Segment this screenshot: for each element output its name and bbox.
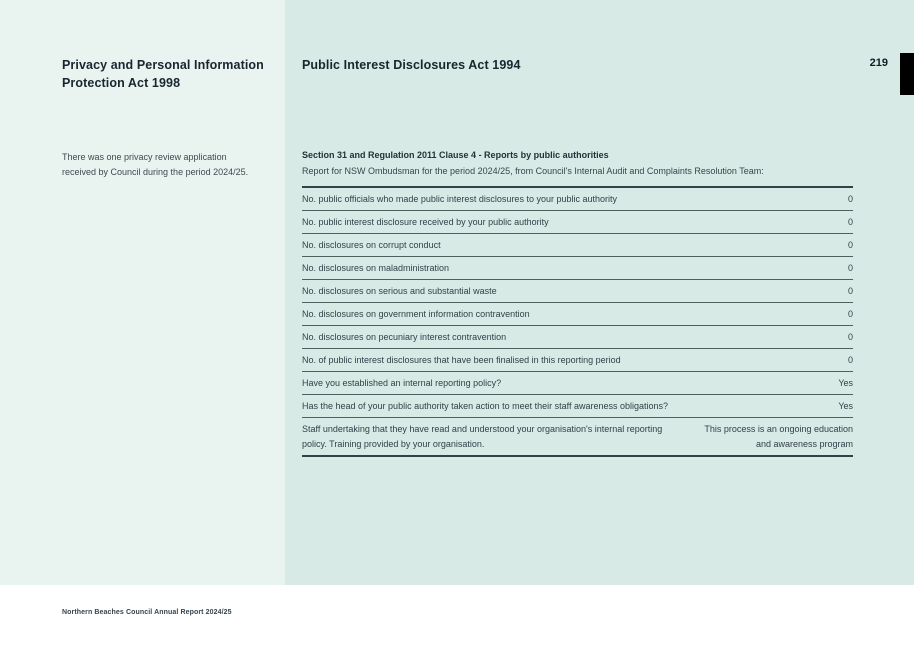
row-label: No. disclosures on pecuniary interest contravention xyxy=(302,332,507,342)
table-row xyxy=(302,211,853,234)
section-intro: Report for NSW Ombudsman for the period 2024/25, from Council's Internal Audit and Complaints Resolution Team: xyxy=(302,166,764,176)
row-label: Have you established an internal reporting policy? xyxy=(302,378,502,388)
table-row xyxy=(302,349,853,372)
row-value: 0 xyxy=(847,332,853,342)
row-label: No. disclosures on serious and substantial waste xyxy=(302,286,497,296)
table-row xyxy=(302,234,853,257)
row-value: 0 xyxy=(847,194,853,204)
sidebar-heading: Privacy and Personal Information Protection Act 1998 xyxy=(62,58,264,90)
section-edge-tab xyxy=(900,53,914,95)
row-label: No. public officials who made public interest disclosures to your public authority xyxy=(302,194,617,204)
row-label: No. disclosures on maladministration xyxy=(302,263,450,273)
row-value: 0 xyxy=(847,263,853,273)
table-row xyxy=(302,395,853,418)
disclosures-table xyxy=(302,186,853,457)
table-row xyxy=(302,188,853,211)
row-value: 0 xyxy=(847,309,853,319)
table-row xyxy=(302,326,853,349)
row-label: No. public interest disclosure received by your public authority xyxy=(302,217,549,227)
row-label: No. disclosures on corrupt conduct xyxy=(302,240,441,250)
table-row xyxy=(302,372,853,395)
row-value: 0 xyxy=(847,217,853,227)
row-value: This process is an ongoing education and awareness program xyxy=(704,424,853,449)
table-row xyxy=(302,303,853,326)
row-value: 0 xyxy=(847,240,853,250)
row-value: 0 xyxy=(847,355,853,365)
table-row xyxy=(302,257,853,280)
row-label: No. of public interest disclosures that have been finalised in this reporting period xyxy=(302,355,621,365)
main-heading: Public Interest Disclosures Act 1994 xyxy=(302,58,521,72)
footer-text: Northern Beaches Council Annual Report 2024/25 xyxy=(62,609,232,616)
page-number: 219 xyxy=(869,57,888,69)
row-value: Yes xyxy=(838,401,853,411)
row-label: Staff undertaking that they have read and understood your organisation's internal reporting policy. Training provided by your organisation. xyxy=(302,424,663,449)
row-label: No. disclosures on government information contravention xyxy=(302,309,530,319)
table-row xyxy=(302,280,853,303)
sidebar-body-text: There was one privacy review application received by Council during the period 2024/25. xyxy=(62,152,249,177)
row-value: Yes xyxy=(838,378,853,388)
table-row xyxy=(302,418,853,457)
section-heading: Section 31 and Regulation 2011 Clause 4 - Reports by public authorities xyxy=(302,150,609,160)
row-value: 0 xyxy=(847,286,853,296)
row-label: Has the head of your public authority taken action to meet their staff awareness obligations? xyxy=(302,401,669,411)
